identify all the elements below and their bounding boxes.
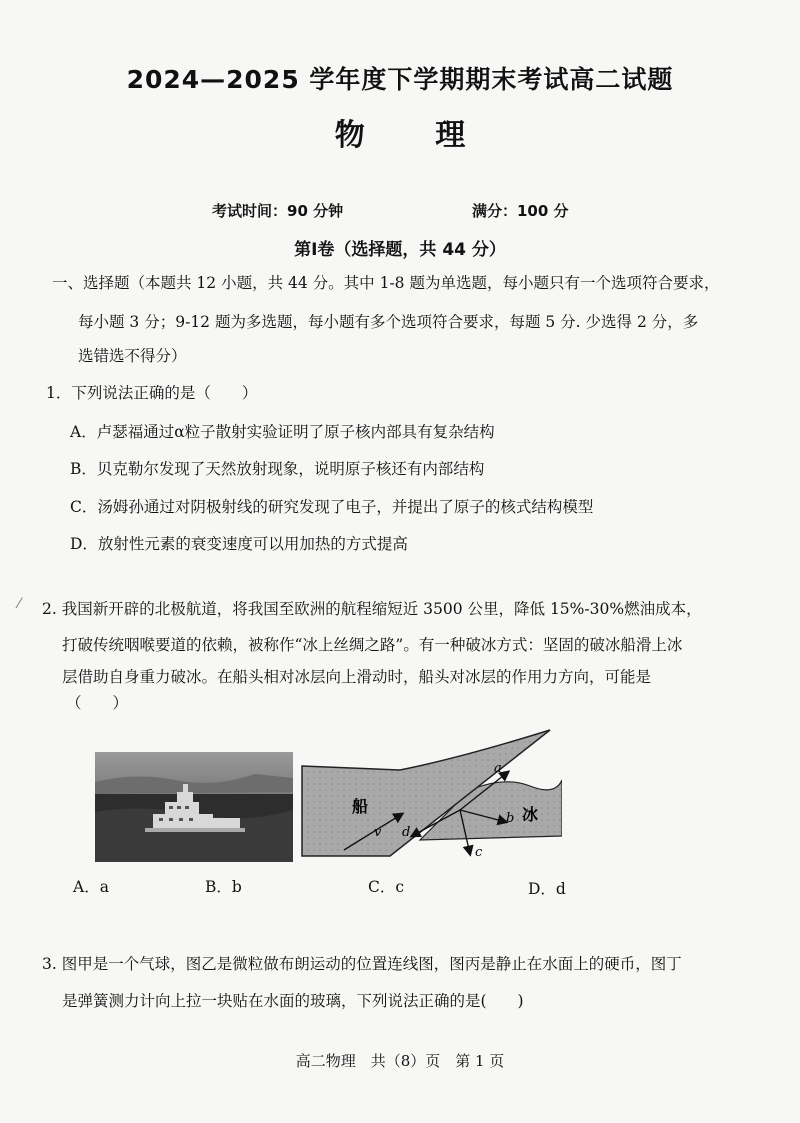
question-1-option-a: A．卢瑟福通过α粒子散射实验证明了原子核内部具有复杂结构 <box>70 423 495 441</box>
question-2-stem: 层借助自身重力破冰。在船头相对冰层向上滑动时，船头对冰层的作用力方向，可能是 <box>62 668 652 686</box>
question-2-option-b: B．b <box>205 878 242 896</box>
arrow-b-label: b <box>506 811 515 826</box>
question-2-option-c: C．c <box>368 878 405 896</box>
question-2-stem: （ ） <box>66 694 129 712</box>
question-2-stem: 2. 我国新开辟的北极航道，将我国至欧洲的航程缩短近 3500 公里，降低 15%-30%燃油成本， <box>42 600 702 618</box>
question-1-option-d: D．放射性元素的衰变速度可以用加热的方式提高 <box>70 535 408 553</box>
force-diagram <box>300 728 562 868</box>
instruction-line: 选错选不得分） <box>78 347 187 365</box>
arrow-d-label: d <box>402 825 411 840</box>
instruction-line: 一、选择题（本题共 12 小题，共 44 分。其中 1-8 题为单选题，每小题只有一个选项符合要求， <box>52 274 720 292</box>
question-1-option-c: C．汤姆孙通过对阴极射线的研究发现了电子，并提出了原子的核式结构模型 <box>70 498 594 516</box>
question-2-option-a: A．a <box>73 878 109 896</box>
question-3-stem: 是弹簧测力计向上拉一块贴在水面的玻璃，下列说法正确的是( ) <box>62 992 524 1010</box>
question-2-stem: 打破传统咽喉要道的依赖，被称作“冰上丝绸之路”。有一种破冰方式：坚固的破冰船滑上冰 <box>62 636 683 654</box>
pencil-tick-mark: ⁄ <box>18 596 21 612</box>
exam-title: 2024—2025 学年度下学期期末考试高二试题 <box>126 65 674 94</box>
question-1-stem: 1．下列说法正确的是（ ） <box>46 384 258 402</box>
velocity-label: v <box>374 825 382 840</box>
arrow-c-label: c <box>475 845 483 860</box>
instruction-line: 每小题 3 分；9-12 题为多选题，每小题有多个选项符合要求，每题 5 分. 少选得 2 分，多 <box>78 313 699 331</box>
ice-label: 冰 <box>522 805 539 824</box>
question-1-option-b: B．贝克勒尔发现了天然放射现象，说明原子核还有内部结构 <box>70 460 485 478</box>
question-3-stem: 3. 图甲是一个气球，图乙是微粒做布朗运动的位置连线图，图丙是静止在水面上的硬币，图丁 <box>42 955 682 973</box>
page-footer: 高二物理 共（8）页 第 1 页 <box>295 1052 505 1070</box>
ship-label: 船 <box>352 797 369 816</box>
icebreaker-photo <box>95 752 293 862</box>
section-heading: 第Ⅰ卷（选择题，共 44 分） <box>294 240 506 260</box>
arrow-a-label: a <box>494 761 502 776</box>
question-2-option-d: D．d <box>528 880 566 898</box>
exam-time: 考试时间：90 分钟 <box>212 202 344 220</box>
subject-title: 物 理 <box>334 118 496 153</box>
full-score: 满分：100 分 <box>472 202 569 220</box>
